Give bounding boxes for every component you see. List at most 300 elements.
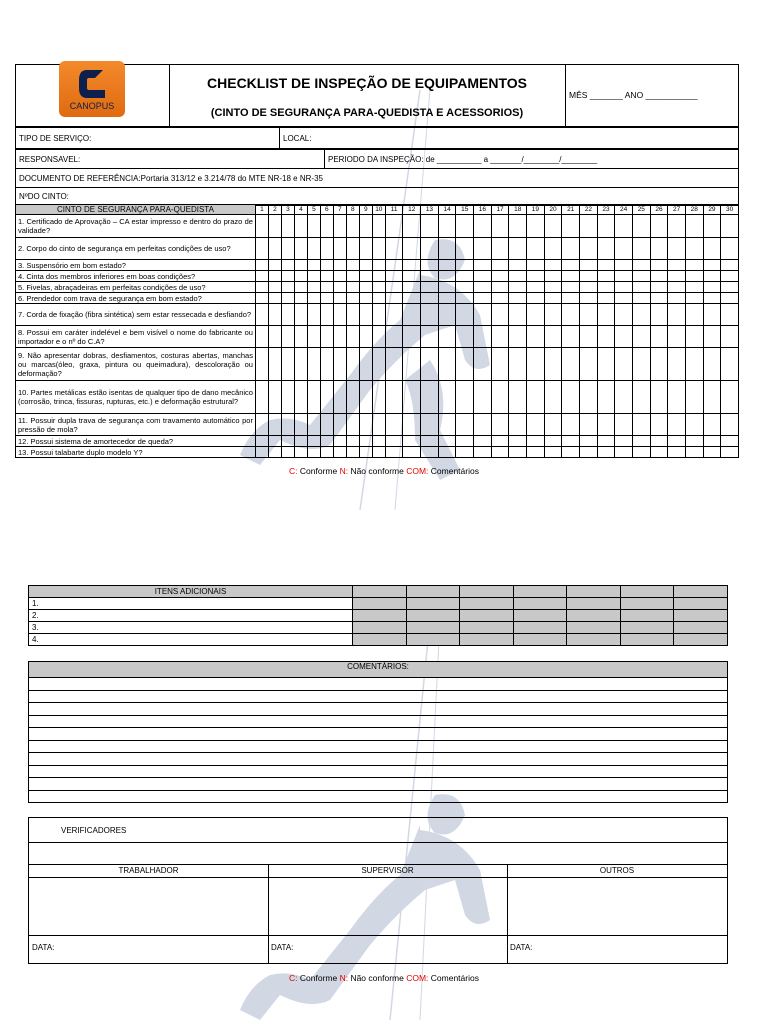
check-cell[interactable]	[509, 304, 527, 326]
check-cell[interactable]	[456, 293, 474, 304]
check-cell[interactable]	[294, 282, 307, 293]
check-cell[interactable]	[580, 215, 598, 238]
check-cell[interactable]	[668, 348, 686, 381]
check-cell[interactable]	[456, 436, 474, 447]
check-cell[interactable]	[597, 381, 615, 414]
adicional-cell[interactable]	[353, 610, 407, 622]
check-cell[interactable]	[255, 260, 268, 271]
check-cell[interactable]	[615, 436, 633, 447]
check-cell[interactable]	[421, 381, 439, 414]
check-cell[interactable]	[685, 414, 703, 436]
check-cell[interactable]	[421, 238, 439, 260]
check-cell[interactable]	[562, 271, 580, 282]
check-cell[interactable]	[268, 381, 281, 414]
check-cell[interactable]	[333, 447, 346, 458]
check-cell[interactable]	[359, 348, 372, 381]
check-cell[interactable]	[703, 215, 721, 238]
check-cell[interactable]	[333, 381, 346, 414]
check-cell[interactable]	[580, 304, 598, 326]
check-cell[interactable]	[255, 348, 268, 381]
check-cell[interactable]	[372, 215, 385, 238]
check-cell[interactable]	[668, 414, 686, 436]
check-cell[interactable]	[650, 215, 668, 238]
check-cell[interactable]	[403, 414, 421, 436]
check-cell[interactable]	[456, 414, 474, 436]
check-cell[interactable]	[421, 447, 439, 458]
check-cell[interactable]	[294, 414, 307, 436]
check-cell[interactable]	[281, 304, 294, 326]
check-cell[interactable]	[281, 271, 294, 282]
check-cell[interactable]	[615, 293, 633, 304]
check-cell[interactable]	[615, 414, 633, 436]
check-cell[interactable]	[491, 381, 509, 414]
check-cell[interactable]	[509, 271, 527, 282]
check-cell[interactable]	[721, 238, 739, 260]
check-cell[interactable]	[307, 215, 320, 238]
adicional-cell[interactable]	[674, 634, 728, 646]
check-cell[interactable]	[597, 348, 615, 381]
check-cell[interactable]	[438, 215, 456, 238]
check-cell[interactable]	[281, 238, 294, 260]
check-cell[interactable]	[615, 215, 633, 238]
check-cell[interactable]	[580, 414, 598, 436]
adicional-item-label[interactable]: 1.	[29, 598, 353, 610]
mes-ano-field[interactable]: MÊS _______ ANO ___________	[565, 65, 738, 126]
check-cell[interactable]	[438, 447, 456, 458]
check-cell[interactable]	[333, 304, 346, 326]
check-cell[interactable]	[255, 304, 268, 326]
check-cell[interactable]	[597, 414, 615, 436]
check-cell[interactable]	[281, 215, 294, 238]
check-cell[interactable]	[703, 381, 721, 414]
check-cell[interactable]	[359, 436, 372, 447]
data-trabalhador[interactable]: DATA:	[32, 943, 55, 952]
check-cell[interactable]	[307, 260, 320, 271]
check-cell[interactable]	[491, 348, 509, 381]
check-cell[interactable]	[509, 447, 527, 458]
check-cell[interactable]	[491, 304, 509, 326]
check-cell[interactable]	[650, 282, 668, 293]
check-cell[interactable]	[372, 414, 385, 436]
check-cell[interactable]	[509, 215, 527, 238]
tipo-servico-field[interactable]: TIPO DE SERVIÇO:	[16, 128, 280, 149]
check-cell[interactable]	[527, 271, 545, 282]
check-cell[interactable]	[721, 381, 739, 414]
check-cell[interactable]	[562, 238, 580, 260]
check-cell[interactable]	[438, 282, 456, 293]
check-cell[interactable]	[307, 326, 320, 348]
check-cell[interactable]	[668, 271, 686, 282]
check-cell[interactable]	[527, 348, 545, 381]
check-cell[interactable]	[346, 260, 359, 271]
check-cell[interactable]	[703, 414, 721, 436]
check-cell[interactable]	[544, 381, 562, 414]
check-cell[interactable]	[615, 238, 633, 260]
check-cell[interactable]	[580, 447, 598, 458]
check-cell[interactable]	[632, 326, 650, 348]
check-cell[interactable]	[307, 436, 320, 447]
check-cell[interactable]	[421, 304, 439, 326]
check-cell[interactable]	[527, 282, 545, 293]
check-cell[interactable]	[385, 381, 403, 414]
comentario-line[interactable]	[29, 728, 728, 741]
check-cell[interactable]	[421, 326, 439, 348]
check-cell[interactable]	[346, 215, 359, 238]
check-cell[interactable]	[650, 414, 668, 436]
check-cell[interactable]	[597, 282, 615, 293]
check-cell[interactable]	[527, 414, 545, 436]
check-cell[interactable]	[456, 238, 474, 260]
check-cell[interactable]	[320, 282, 333, 293]
check-cell[interactable]	[281, 381, 294, 414]
check-cell[interactable]	[403, 238, 421, 260]
check-cell[interactable]	[333, 436, 346, 447]
check-cell[interactable]	[403, 447, 421, 458]
check-cell[interactable]	[721, 271, 739, 282]
check-cell[interactable]	[650, 436, 668, 447]
check-cell[interactable]	[685, 326, 703, 348]
check-cell[interactable]	[632, 381, 650, 414]
check-cell[interactable]	[403, 436, 421, 447]
check-cell[interactable]	[281, 260, 294, 271]
check-cell[interactable]	[474, 282, 492, 293]
check-cell[interactable]	[372, 348, 385, 381]
check-cell[interactable]	[333, 414, 346, 436]
check-cell[interactable]	[597, 326, 615, 348]
check-cell[interactable]	[268, 238, 281, 260]
check-cell[interactable]	[359, 282, 372, 293]
check-cell[interactable]	[632, 282, 650, 293]
check-cell[interactable]	[632, 447, 650, 458]
check-cell[interactable]	[359, 304, 372, 326]
check-cell[interactable]	[632, 436, 650, 447]
check-cell[interactable]	[562, 436, 580, 447]
check-cell[interactable]	[650, 304, 668, 326]
comentario-line[interactable]	[29, 715, 728, 728]
check-cell[interactable]	[255, 238, 268, 260]
check-cell[interactable]	[281, 447, 294, 458]
check-cell[interactable]	[562, 326, 580, 348]
check-cell[interactable]	[255, 215, 268, 238]
adicional-cell[interactable]	[460, 634, 514, 646]
check-cell[interactable]	[703, 271, 721, 282]
check-cell[interactable]	[544, 414, 562, 436]
check-cell[interactable]	[294, 215, 307, 238]
check-cell[interactable]	[307, 447, 320, 458]
check-cell[interactable]	[509, 260, 527, 271]
check-cell[interactable]	[438, 414, 456, 436]
check-cell[interactable]	[562, 260, 580, 271]
check-cell[interactable]	[562, 304, 580, 326]
check-cell[interactable]	[703, 447, 721, 458]
check-cell[interactable]	[268, 326, 281, 348]
comentario-line[interactable]	[29, 690, 728, 703]
periodo-field[interactable]: PERIODO DA INSPEÇÃO: de __________ a _______/________/________	[325, 150, 739, 169]
adicional-cell[interactable]	[460, 598, 514, 610]
check-cell[interactable]	[721, 436, 739, 447]
data-outros[interactable]: DATA:	[510, 943, 533, 952]
check-cell[interactable]	[268, 215, 281, 238]
adicional-item-label[interactable]: 3.	[29, 622, 353, 634]
check-cell[interactable]	[632, 260, 650, 271]
check-cell[interactable]	[597, 271, 615, 282]
check-cell[interactable]	[281, 414, 294, 436]
check-cell[interactable]	[255, 271, 268, 282]
check-cell[interactable]	[281, 348, 294, 381]
check-cell[interactable]	[580, 326, 598, 348]
adicional-cell[interactable]	[513, 622, 567, 634]
check-cell[interactable]	[346, 282, 359, 293]
check-cell[interactable]	[385, 304, 403, 326]
check-cell[interactable]	[474, 381, 492, 414]
check-cell[interactable]	[491, 414, 509, 436]
check-cell[interactable]	[294, 447, 307, 458]
check-cell[interactable]	[421, 436, 439, 447]
check-cell[interactable]	[346, 271, 359, 282]
check-cell[interactable]	[403, 271, 421, 282]
check-cell[interactable]	[491, 238, 509, 260]
adicional-cell[interactable]	[460, 622, 514, 634]
check-cell[interactable]	[597, 260, 615, 271]
check-cell[interactable]	[580, 238, 598, 260]
check-cell[interactable]	[509, 436, 527, 447]
check-cell[interactable]	[632, 414, 650, 436]
check-cell[interactable]	[527, 304, 545, 326]
check-cell[interactable]	[544, 238, 562, 260]
check-cell[interactable]	[650, 381, 668, 414]
check-cell[interactable]	[268, 348, 281, 381]
check-cell[interactable]	[650, 348, 668, 381]
check-cell[interactable]	[721, 215, 739, 238]
check-cell[interactable]	[580, 293, 598, 304]
check-cell[interactable]	[491, 215, 509, 238]
numero-cinto-field[interactable]: NºDO CINTO:	[16, 188, 739, 206]
check-cell[interactable]	[491, 326, 509, 348]
check-cell[interactable]	[372, 282, 385, 293]
check-cell[interactable]	[255, 436, 268, 447]
check-cell[interactable]	[438, 293, 456, 304]
check-cell[interactable]	[527, 238, 545, 260]
adicional-cell[interactable]	[620, 622, 674, 634]
check-cell[interactable]	[255, 293, 268, 304]
adicional-cell[interactable]	[674, 610, 728, 622]
check-cell[interactable]	[580, 381, 598, 414]
check-cell[interactable]	[456, 326, 474, 348]
adicional-cell[interactable]	[567, 634, 621, 646]
check-cell[interactable]	[509, 293, 527, 304]
check-cell[interactable]	[456, 447, 474, 458]
check-cell[interactable]	[527, 215, 545, 238]
check-cell[interactable]	[685, 348, 703, 381]
check-cell[interactable]	[474, 215, 492, 238]
check-cell[interactable]	[268, 260, 281, 271]
comentario-line[interactable]	[29, 765, 728, 778]
check-cell[interactable]	[527, 326, 545, 348]
check-cell[interactable]	[372, 271, 385, 282]
check-cell[interactable]	[333, 348, 346, 381]
check-cell[interactable]	[685, 381, 703, 414]
check-cell[interactable]	[474, 447, 492, 458]
check-cell[interactable]	[320, 447, 333, 458]
check-cell[interactable]	[562, 215, 580, 238]
check-cell[interactable]	[544, 271, 562, 282]
adicional-cell[interactable]	[674, 622, 728, 634]
check-cell[interactable]	[333, 293, 346, 304]
check-cell[interactable]	[668, 436, 686, 447]
check-cell[interactable]	[474, 293, 492, 304]
check-cell[interactable]	[307, 271, 320, 282]
check-cell[interactable]	[650, 293, 668, 304]
check-cell[interactable]	[294, 326, 307, 348]
check-cell[interactable]	[721, 414, 739, 436]
check-cell[interactable]	[474, 238, 492, 260]
check-cell[interactable]	[438, 381, 456, 414]
check-cell[interactable]	[307, 238, 320, 260]
check-cell[interactable]	[544, 282, 562, 293]
check-cell[interactable]	[346, 414, 359, 436]
check-cell[interactable]	[491, 293, 509, 304]
check-cell[interactable]	[307, 381, 320, 414]
check-cell[interactable]	[703, 348, 721, 381]
check-cell[interactable]	[668, 282, 686, 293]
check-cell[interactable]	[580, 260, 598, 271]
check-cell[interactable]	[421, 414, 439, 436]
check-cell[interactable]	[544, 348, 562, 381]
check-cell[interactable]	[491, 447, 509, 458]
check-cell[interactable]	[438, 238, 456, 260]
check-cell[interactable]	[544, 447, 562, 458]
check-cell[interactable]	[668, 447, 686, 458]
adicional-cell[interactable]	[567, 610, 621, 622]
adicional-cell[interactable]	[513, 598, 567, 610]
check-cell[interactable]	[474, 326, 492, 348]
check-cell[interactable]	[632, 238, 650, 260]
check-cell[interactable]	[615, 271, 633, 282]
check-cell[interactable]	[372, 304, 385, 326]
check-cell[interactable]	[544, 293, 562, 304]
check-cell[interactable]	[294, 293, 307, 304]
check-cell[interactable]	[562, 414, 580, 436]
check-cell[interactable]	[255, 447, 268, 458]
comentario-line[interactable]	[29, 778, 728, 791]
check-cell[interactable]	[615, 348, 633, 381]
adicional-item-label[interactable]: 4.	[29, 634, 353, 646]
adicional-cell[interactable]	[513, 610, 567, 622]
check-cell[interactable]	[527, 447, 545, 458]
check-cell[interactable]	[333, 215, 346, 238]
check-cell[interactable]	[668, 293, 686, 304]
adicional-cell[interactable]	[567, 622, 621, 634]
check-cell[interactable]	[320, 238, 333, 260]
adicional-cell[interactable]	[674, 598, 728, 610]
check-cell[interactable]	[385, 447, 403, 458]
check-cell[interactable]	[359, 326, 372, 348]
check-cell[interactable]	[255, 326, 268, 348]
check-cell[interactable]	[359, 271, 372, 282]
check-cell[interactable]	[320, 271, 333, 282]
check-cell[interactable]	[615, 260, 633, 271]
check-cell[interactable]	[650, 238, 668, 260]
check-cell[interactable]	[268, 436, 281, 447]
check-cell[interactable]	[372, 436, 385, 447]
check-cell[interactable]	[421, 293, 439, 304]
check-cell[interactable]	[685, 282, 703, 293]
check-cell[interactable]	[491, 271, 509, 282]
check-cell[interactable]	[650, 326, 668, 348]
check-cell[interactable]	[632, 215, 650, 238]
check-cell[interactable]	[403, 260, 421, 271]
check-cell[interactable]	[307, 293, 320, 304]
check-cell[interactable]	[385, 436, 403, 447]
check-cell[interactable]	[632, 271, 650, 282]
check-cell[interactable]	[580, 436, 598, 447]
check-cell[interactable]	[385, 260, 403, 271]
check-cell[interactable]	[307, 348, 320, 381]
check-cell[interactable]	[615, 282, 633, 293]
check-cell[interactable]	[491, 436, 509, 447]
check-cell[interactable]	[456, 304, 474, 326]
check-cell[interactable]	[359, 447, 372, 458]
check-cell[interactable]	[372, 260, 385, 271]
adicional-cell[interactable]	[353, 598, 407, 610]
check-cell[interactable]	[359, 215, 372, 238]
check-cell[interactable]	[721, 260, 739, 271]
local-field[interactable]: LOCAL:	[280, 128, 739, 149]
check-cell[interactable]	[320, 304, 333, 326]
check-cell[interactable]	[268, 293, 281, 304]
check-cell[interactable]	[721, 282, 739, 293]
check-cell[interactable]	[385, 326, 403, 348]
check-cell[interactable]	[580, 271, 598, 282]
check-cell[interactable]	[597, 215, 615, 238]
check-cell[interactable]	[509, 381, 527, 414]
adicional-cell[interactable]	[353, 634, 407, 646]
check-cell[interactable]	[372, 238, 385, 260]
check-cell[interactable]	[615, 381, 633, 414]
check-cell[interactable]	[474, 304, 492, 326]
check-cell[interactable]	[385, 414, 403, 436]
check-cell[interactable]	[268, 282, 281, 293]
responsavel-field[interactable]: RESPONSAVEL:	[16, 150, 325, 169]
check-cell[interactable]	[281, 436, 294, 447]
comentario-line[interactable]	[29, 753, 728, 766]
check-cell[interactable]	[597, 293, 615, 304]
check-cell[interactable]	[268, 414, 281, 436]
check-cell[interactable]	[403, 282, 421, 293]
check-cell[interactable]	[544, 326, 562, 348]
check-cell[interactable]	[438, 436, 456, 447]
comentario-line[interactable]	[29, 703, 728, 716]
check-cell[interactable]	[346, 304, 359, 326]
check-cell[interactable]	[320, 436, 333, 447]
check-cell[interactable]	[438, 271, 456, 282]
check-cell[interactable]	[385, 348, 403, 381]
check-cell[interactable]	[685, 260, 703, 271]
check-cell[interactable]	[703, 282, 721, 293]
check-cell[interactable]	[294, 260, 307, 271]
check-cell[interactable]	[597, 238, 615, 260]
check-cell[interactable]	[268, 447, 281, 458]
adicional-item-label[interactable]: 2.	[29, 610, 353, 622]
check-cell[interactable]	[403, 326, 421, 348]
check-cell[interactable]	[255, 381, 268, 414]
adicional-cell[interactable]	[620, 634, 674, 646]
check-cell[interactable]	[615, 304, 633, 326]
check-cell[interactable]	[632, 348, 650, 381]
check-cell[interactable]	[359, 260, 372, 271]
check-cell[interactable]	[333, 271, 346, 282]
check-cell[interactable]	[456, 282, 474, 293]
